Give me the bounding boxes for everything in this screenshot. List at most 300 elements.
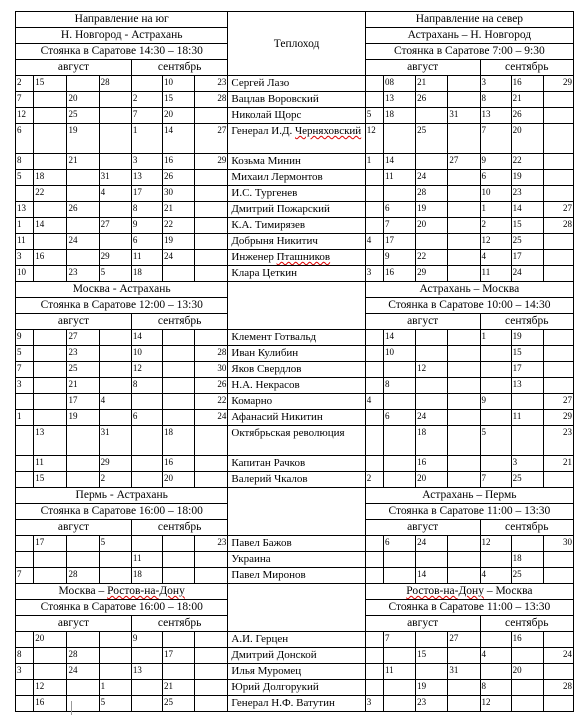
date-cell	[365, 186, 383, 202]
date-cell: 11	[16, 234, 34, 250]
date-cell	[365, 552, 383, 568]
date-cell	[195, 632, 228, 648]
ship-row	[16, 234, 574, 250]
date-cell: 3	[16, 250, 34, 266]
date-cell	[16, 552, 34, 568]
date-cell	[416, 330, 448, 346]
ship-name: А.И. Герцен	[228, 632, 365, 648]
month-label: август	[365, 520, 480, 536]
south-route: Москва - Астрахань	[16, 282, 228, 298]
date-cell: 29	[99, 456, 131, 472]
date-cell: 22	[511, 154, 543, 170]
date-cell	[448, 472, 480, 488]
date-cell: 4	[480, 250, 511, 266]
date-cell: 18	[162, 426, 194, 456]
date-cell: 7	[383, 632, 415, 648]
date-cell	[131, 456, 162, 472]
date-cell	[99, 92, 131, 108]
date-cell	[543, 266, 573, 282]
date-cell: 26	[67, 202, 99, 218]
date-cell: 3	[511, 456, 543, 472]
date-cell: 5	[99, 536, 131, 552]
month-label: сентябрь	[131, 314, 228, 330]
ship-gap-cell	[228, 282, 365, 330]
date-cell: 9	[383, 250, 415, 266]
date-cell: 9	[131, 632, 162, 648]
date-cell	[195, 218, 228, 234]
date-cell: 24	[162, 250, 194, 266]
date-cell	[67, 456, 99, 472]
date-cell: 13	[16, 202, 34, 218]
date-cell	[99, 346, 131, 362]
ship-name: Козьма Минин	[228, 154, 365, 170]
date-cell	[195, 664, 228, 680]
date-cell	[131, 536, 162, 552]
date-cell: 5	[99, 266, 131, 282]
ship-row	[16, 394, 574, 410]
ship-row	[16, 426, 574, 456]
date-cell	[365, 568, 383, 584]
date-cell: 26	[195, 378, 228, 394]
date-cell	[16, 536, 34, 552]
date-cell	[543, 472, 573, 488]
ship-name: Илья Муромец	[228, 664, 365, 680]
date-cell	[448, 124, 480, 154]
date-cell: 18	[34, 170, 67, 186]
date-cell	[131, 76, 162, 92]
date-cell: 7	[480, 472, 511, 488]
date-cell: 16	[162, 154, 194, 170]
date-cell: 10	[131, 346, 162, 362]
date-cell: 10	[162, 76, 194, 92]
date-cell	[448, 170, 480, 186]
north-stop: Стоянка в Саратове 7:00 – 9:30	[365, 44, 573, 60]
south-route: Н. Новгород - Астрахань	[16, 28, 228, 44]
date-cell	[416, 552, 448, 568]
date-cell: 1	[131, 124, 162, 154]
date-cell	[383, 648, 415, 664]
date-cell	[543, 362, 573, 378]
date-cell: 14	[34, 218, 67, 234]
date-cell: 2	[365, 472, 383, 488]
date-cell	[543, 664, 573, 680]
date-cell: 11	[131, 250, 162, 266]
date-cell	[67, 536, 99, 552]
date-cell	[34, 648, 67, 664]
ship-row	[16, 218, 574, 234]
date-cell: 15	[34, 76, 67, 92]
date-cell	[448, 250, 480, 266]
ship-row	[16, 648, 574, 664]
date-cell	[383, 124, 415, 154]
date-cell	[448, 378, 480, 394]
date-cell	[511, 680, 543, 696]
date-cell	[416, 632, 448, 648]
date-cell: 20	[511, 664, 543, 680]
date-cell	[34, 202, 67, 218]
date-cell: 25	[67, 108, 99, 124]
date-cell	[543, 170, 573, 186]
date-cell: 3	[365, 266, 383, 282]
date-cell	[448, 234, 480, 250]
month-label: август	[16, 314, 132, 330]
month-label: август	[365, 60, 480, 76]
ship-row	[16, 108, 574, 124]
date-cell: 1	[480, 202, 511, 218]
date-cell	[162, 536, 194, 552]
north-route: Ростов-на-Дону – Москва	[365, 584, 573, 600]
date-cell	[34, 378, 67, 394]
date-cell	[448, 394, 480, 410]
date-cell	[131, 472, 162, 488]
date-cell	[365, 456, 383, 472]
date-cell: 6	[383, 202, 415, 218]
date-cell	[67, 552, 99, 568]
date-cell: 16	[416, 456, 448, 472]
date-cell	[34, 362, 67, 378]
ship-name: Дмитрий Пожарский	[228, 202, 365, 218]
date-cell: 21	[67, 378, 99, 394]
date-cell: 12	[131, 362, 162, 378]
schedule-table	[15, 11, 574, 712]
month-label: август	[16, 60, 132, 76]
date-cell: 11	[34, 456, 67, 472]
month-label: сентябрь	[131, 616, 228, 632]
date-cell	[162, 394, 194, 410]
date-cell: 28	[543, 680, 573, 696]
date-cell	[34, 124, 67, 154]
date-cell	[162, 552, 194, 568]
ship-name: Павел Миронов	[228, 568, 365, 584]
ship-name: Афанасий Никитин	[228, 410, 365, 426]
date-cell: 11	[511, 410, 543, 426]
date-cell: 25	[511, 234, 543, 250]
date-cell	[448, 426, 480, 456]
date-cell: 20	[67, 92, 99, 108]
date-cell: 7	[480, 124, 511, 154]
date-cell: 13	[383, 92, 415, 108]
date-cell	[416, 108, 448, 124]
date-cell: 23	[195, 536, 228, 552]
date-cell	[383, 394, 415, 410]
date-cell: 27	[543, 394, 573, 410]
date-cell	[480, 410, 511, 426]
date-cell	[416, 394, 448, 410]
date-cell	[195, 330, 228, 346]
date-cell: 08	[383, 76, 415, 92]
date-cell	[416, 154, 448, 170]
date-cell: 18	[131, 266, 162, 282]
ship-name: Инженер Пташников	[228, 250, 365, 266]
date-cell	[162, 664, 194, 680]
date-cell	[34, 394, 67, 410]
date-cell: 5	[480, 426, 511, 456]
date-cell: 4	[480, 648, 511, 664]
date-cell	[543, 108, 573, 124]
date-cell: 12	[365, 124, 383, 154]
ship-name: Павел Бажов	[228, 536, 365, 552]
date-cell	[383, 552, 415, 568]
ship-name: Капитан Рачков	[228, 456, 365, 472]
date-cell: 23	[195, 76, 228, 92]
date-cell	[67, 76, 99, 92]
date-cell: 8	[480, 680, 511, 696]
date-cell: 21	[162, 680, 194, 696]
ship-row	[16, 250, 574, 266]
date-cell: 17	[67, 394, 99, 410]
date-cell: 6	[383, 410, 415, 426]
date-cell: 27	[99, 218, 131, 234]
month-label: сентябрь	[131, 520, 228, 536]
date-cell: 22	[195, 394, 228, 410]
date-cell: 25	[162, 696, 194, 712]
date-cell	[131, 394, 162, 410]
date-cell: 24	[195, 410, 228, 426]
date-cell	[99, 664, 131, 680]
date-cell: 8	[383, 378, 415, 394]
month-label: август	[16, 616, 132, 632]
month-label: август	[16, 520, 132, 536]
ship-name: Генерал И.Д. Черняховский	[228, 124, 365, 154]
date-cell	[162, 266, 194, 282]
date-cell: 7	[16, 362, 34, 378]
date-cell: 28	[195, 92, 228, 108]
date-cell: 20	[416, 472, 448, 488]
ship-gap-cell	[228, 488, 365, 536]
ship-name: Октябрьская революция	[228, 426, 365, 456]
date-cell: 13	[480, 108, 511, 124]
date-cell: 17	[162, 648, 194, 664]
date-cell	[195, 250, 228, 266]
north-route: Астрахань – Н. Новгород	[365, 28, 573, 44]
ship-row	[16, 536, 574, 552]
date-cell: 12	[34, 680, 67, 696]
date-cell	[511, 426, 543, 456]
south-route: Москва – Ростов-на-Дону	[16, 584, 228, 600]
date-cell	[448, 186, 480, 202]
date-cell	[448, 648, 480, 664]
date-cell	[511, 394, 543, 410]
date-cell	[16, 696, 34, 712]
date-cell	[162, 568, 194, 584]
date-cell	[511, 696, 543, 712]
date-cell	[543, 92, 573, 108]
ship-row	[16, 410, 574, 426]
date-cell	[99, 378, 131, 394]
date-cell: 28	[67, 568, 99, 584]
date-cell: 7	[131, 108, 162, 124]
date-cell: 9	[16, 330, 34, 346]
date-cell	[383, 362, 415, 378]
ship-name: К.А. Тимирязев	[228, 218, 365, 234]
text-cursor	[71, 701, 72, 715]
date-cell: 6	[131, 234, 162, 250]
date-cell	[99, 234, 131, 250]
date-cell	[195, 472, 228, 488]
date-cell	[34, 552, 67, 568]
date-cell: 19	[162, 234, 194, 250]
month-label: сентябрь	[480, 616, 573, 632]
south-stop: Стоянка в Саратове 12:00 – 13:30	[16, 298, 228, 314]
date-cell	[34, 108, 67, 124]
date-cell	[365, 170, 383, 186]
date-cell: 30	[195, 362, 228, 378]
date-cell: 25	[511, 568, 543, 584]
date-cell: 27	[448, 632, 480, 648]
date-cell	[416, 664, 448, 680]
date-cell: 30	[162, 186, 194, 202]
north-route: Астрахань – Москва	[365, 282, 573, 298]
date-cell	[480, 378, 511, 394]
date-cell	[365, 632, 383, 648]
date-cell: 15	[162, 92, 194, 108]
date-cell	[448, 330, 480, 346]
date-cell	[195, 202, 228, 218]
month-label: сентябрь	[480, 314, 573, 330]
ship-row	[16, 378, 574, 394]
date-cell	[448, 202, 480, 218]
date-cell: 18	[416, 426, 448, 456]
date-cell: 6	[383, 536, 415, 552]
ship-name: Юрий Долгорукий	[228, 680, 365, 696]
date-cell	[195, 170, 228, 186]
ship-name: Генерал Н.Ф. Ватутин	[228, 696, 365, 712]
date-cell: 13	[131, 664, 162, 680]
date-cell	[448, 552, 480, 568]
date-cell	[365, 378, 383, 394]
ship-column-header: Теплоход	[228, 12, 365, 76]
date-cell: 21	[67, 154, 99, 170]
date-cell	[162, 410, 194, 426]
date-cell: 7	[383, 218, 415, 234]
date-cell: 8	[16, 154, 34, 170]
ship-name: Иван Кулибин	[228, 346, 365, 362]
date-cell: 27	[448, 154, 480, 170]
date-cell	[543, 632, 573, 648]
date-cell	[131, 680, 162, 696]
date-cell	[365, 536, 383, 552]
date-cell: 23	[543, 426, 573, 456]
section-header-row	[16, 584, 574, 600]
date-cell	[195, 234, 228, 250]
date-cell: 28	[99, 76, 131, 92]
date-cell: 23	[416, 696, 448, 712]
date-cell	[383, 680, 415, 696]
date-cell	[365, 648, 383, 664]
date-cell: 11	[131, 552, 162, 568]
north-stop: Стоянка в Саратове 10:00 – 14:30	[365, 298, 573, 314]
ship-name: Комарно	[228, 394, 365, 410]
date-cell: 16	[34, 250, 67, 266]
date-cell: 1	[16, 410, 34, 426]
date-cell: 14	[383, 330, 415, 346]
date-cell: 14	[383, 154, 415, 170]
date-cell: 1	[16, 218, 34, 234]
date-cell: 21	[511, 92, 543, 108]
date-cell: 3	[365, 696, 383, 712]
north-stop: Стоянка в Саратове 11:00 – 13:30	[365, 600, 573, 616]
date-cell: 22	[162, 218, 194, 234]
date-cell: 4	[99, 394, 131, 410]
date-cell	[511, 648, 543, 664]
date-cell	[416, 234, 448, 250]
date-cell	[383, 472, 415, 488]
date-cell	[543, 124, 573, 154]
date-cell	[16, 472, 34, 488]
date-cell	[34, 234, 67, 250]
date-cell: 4	[99, 186, 131, 202]
date-cell: 29	[543, 410, 573, 426]
date-cell	[195, 108, 228, 124]
date-cell: 6	[480, 170, 511, 186]
ship-name: Н.А. Некрасов	[228, 378, 365, 394]
date-cell	[67, 472, 99, 488]
date-cell	[67, 250, 99, 266]
date-cell: 29	[99, 250, 131, 266]
date-cell	[99, 552, 131, 568]
date-cell: 14	[131, 330, 162, 346]
date-cell: 5	[16, 170, 34, 186]
date-cell	[16, 394, 34, 410]
date-cell	[195, 266, 228, 282]
date-cell: 24	[543, 648, 573, 664]
date-cell	[99, 410, 131, 426]
section-header-row	[16, 488, 574, 504]
ship-row	[16, 154, 574, 170]
ship-row	[16, 346, 574, 362]
date-cell	[16, 426, 34, 456]
date-cell: 28	[67, 648, 99, 664]
date-cell: 8	[131, 378, 162, 394]
date-cell: 5	[365, 108, 383, 124]
date-cell	[34, 664, 67, 680]
date-cell	[448, 92, 480, 108]
date-cell: 19	[511, 170, 543, 186]
date-cell: 20	[34, 632, 67, 648]
date-cell: 17	[34, 536, 67, 552]
north-direction: Направление на север	[365, 12, 573, 28]
date-cell: 3	[16, 664, 34, 680]
date-cell: 3	[480, 76, 511, 92]
month-label: сентябрь	[131, 60, 228, 76]
date-cell: 2	[131, 92, 162, 108]
south-route: Пермь - Астрахань	[16, 488, 228, 504]
date-cell: 28	[543, 218, 573, 234]
date-cell: 8	[131, 202, 162, 218]
date-cell: 26	[162, 170, 194, 186]
date-cell	[195, 680, 228, 696]
date-cell	[34, 410, 67, 426]
date-cell: 17	[511, 362, 543, 378]
ship-name: Украина	[228, 552, 365, 568]
ship-row	[16, 92, 574, 108]
date-cell	[383, 456, 415, 472]
date-cell: 25	[67, 362, 99, 378]
date-cell: 16	[383, 266, 415, 282]
date-cell: 7	[16, 568, 34, 584]
ship-row	[16, 362, 574, 378]
date-cell: 27	[195, 124, 228, 154]
date-cell: 17	[511, 250, 543, 266]
date-cell: 24	[416, 410, 448, 426]
date-cell	[383, 568, 415, 584]
date-cell: 2	[480, 218, 511, 234]
date-cell	[365, 426, 383, 456]
date-cell: 5	[99, 696, 131, 712]
date-cell: 24	[67, 664, 99, 680]
section-header-row	[16, 282, 574, 298]
date-cell	[543, 330, 573, 346]
